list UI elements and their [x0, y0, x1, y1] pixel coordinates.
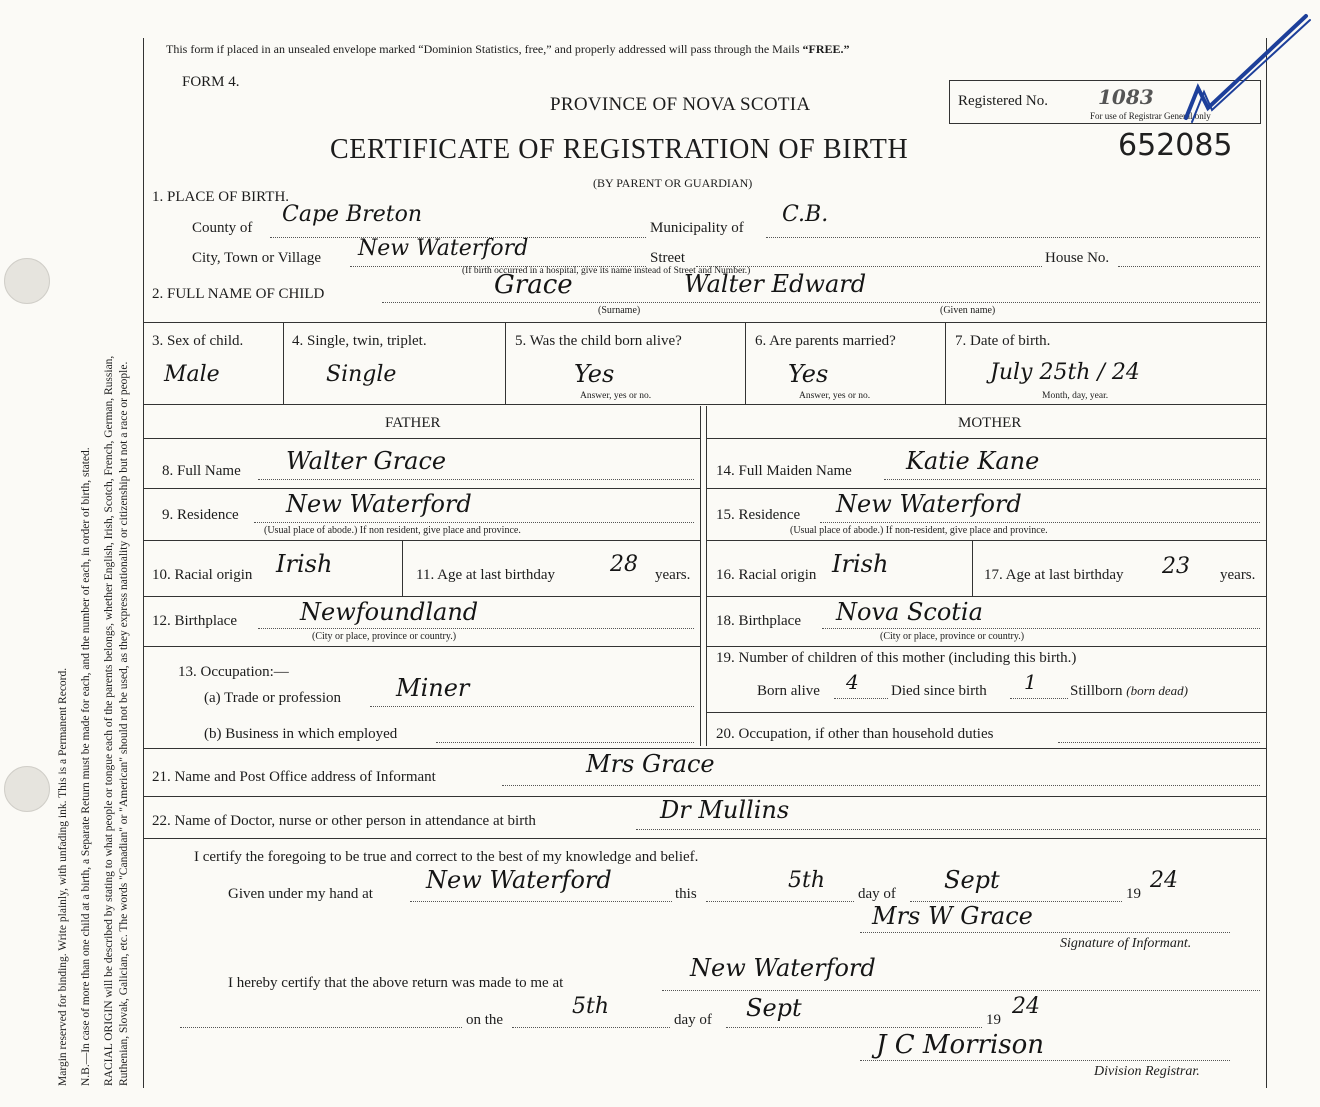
attendant-value: Dr Mullins [660, 796, 790, 824]
mother-name-value: Katie Kane [906, 447, 1040, 475]
dob-value: July 25th / 24 [990, 360, 1140, 385]
father-occupation-label: 13. Occupation:— [178, 664, 289, 680]
father-trade-value: Miner [396, 674, 470, 702]
stamp-number: 652085 [1118, 128, 1233, 163]
registrar-signature: J C Morrison [876, 1030, 1045, 1060]
municipality-value: C.B. [782, 202, 829, 227]
form-number: FORM 4. [182, 74, 240, 90]
mother-children-label: 19. Number of children of this mother (including this birth.) [716, 650, 1077, 666]
binding-hole-top [4, 258, 50, 304]
mother-age-value: 23 [1162, 554, 1190, 579]
certification-day-value: 5th [788, 868, 826, 893]
margin-note-multiple-births: N.B.—In case of more than one child at a birth, a Separate Return must be made for each, and the number of each, in order of birth, stated. [80, 447, 92, 1086]
given-under-hand-label: Given under my hand at [228, 886, 373, 902]
father-racial-label: 10. Racial origin [152, 567, 253, 583]
house-number-label: House No. [1045, 250, 1110, 266]
mother-age-label: 17. Age at last birthday [984, 567, 1124, 583]
mother-heading: MOTHER [958, 415, 1022, 431]
alive-label: 5. Was the child born alive? [515, 333, 682, 349]
form-right-border [1266, 38, 1267, 1088]
registrar-day-value: 5th [572, 994, 610, 1019]
street-label: Street [650, 250, 685, 266]
mother-years-label: years. [1220, 567, 1256, 583]
form-left-border [143, 38, 144, 1088]
child-surname-value: Grace [494, 270, 573, 300]
certificate-subtitle: (BY PARENT OR GUARDIAN) [593, 176, 753, 190]
child-given-value: Walter Edward [684, 270, 867, 298]
margin-note-racial-origin: RACIAL ORIGIN will be described by stating to what people or tongue each of the parents belongs, whether English, Irish, Scotch, French, German, Russian, [103, 355, 115, 1086]
attendant-label: 22. Name of Doctor, nurse or other person in attendance at birth [152, 813, 536, 829]
married-value: Yes [788, 360, 829, 388]
father-age-label: 11. Age at last birthday [416, 567, 555, 583]
registrar-year-prefix: 19 [986, 1012, 1001, 1028]
dob-caption: Month, day, year. [1042, 391, 1109, 401]
stillborn-label: Stillborn (born dead) [1070, 683, 1189, 699]
registered-number-value: 1083 [1098, 85, 1154, 109]
father-name-label: 8. Full Name [162, 463, 241, 479]
on-the-label: on the [466, 1012, 504, 1028]
mother-occupation-label: 20. Occupation, if other than household duties [716, 726, 994, 742]
died-since-birth-label: Died since birth [891, 683, 987, 699]
registrar-place-value: New Waterford [690, 954, 876, 982]
born-alive-value: 4 [846, 670, 859, 694]
city-label: City, Town or Village [192, 250, 322, 266]
blue-check-mark [1178, 10, 1318, 130]
place-of-birth-heading: 1. PLACE OF BIRTH. [152, 189, 290, 205]
registrar-day-of-label: day of [674, 1012, 712, 1028]
mother-birthplace-caption: (City or place, province or country.) [880, 631, 1025, 642]
alive-value: Yes [574, 360, 615, 388]
certification-day-of-label: day of [858, 886, 896, 902]
father-heading: FATHER [385, 415, 441, 431]
binding-hole-bottom [4, 766, 50, 812]
father-years-label: years. [655, 567, 691, 583]
hospital-note: (If birth occurred in a hospital, give its name instead of Street and Number.) [462, 266, 751, 276]
father-name-value: Walter Grace [286, 447, 447, 475]
father-residence-value: New Waterford [286, 490, 472, 518]
mother-residence-caption: (Usual place of abode.) If non-resident, give place and province. [790, 525, 1048, 536]
informant-label: 21. Name and Post Office address of Informant [152, 769, 436, 785]
certification-statement: I certify the foregoing to be true and correct to the best of my knowledge and belief. [194, 849, 699, 865]
certification-year-value: 24 [1150, 868, 1178, 893]
plurality-value: Single [326, 362, 397, 387]
certificate-title: CERTIFICATE OF REGISTRATION OF BIRTH [330, 134, 909, 165]
father-birthplace-label: 12. Birthplace [152, 613, 237, 629]
father-racial-value: Irish [276, 550, 333, 578]
division-registrar-caption: Division Registrar. [1094, 1064, 1200, 1079]
registrar-month-value: Sept [746, 994, 802, 1022]
child-name-label: 2. FULL NAME OF CHILD [152, 286, 325, 302]
postal-notice: This form if placed in an unsealed envelope marked “Dominion Statistics, free,” and properly addressed will pass through the Mails “FREE.” [166, 42, 850, 56]
father-residence-caption: (Usual place of abode.) If non resident, give place and province. [264, 525, 521, 536]
given-place-value: New Waterford [426, 866, 612, 894]
sex-label: 3. Sex of child. [152, 333, 244, 349]
informant-signature-caption: Signature of Informant. [1060, 936, 1192, 951]
father-trade-label: (a) Trade or profession [204, 690, 342, 706]
mother-birthplace-label: 18. Birthplace [716, 613, 801, 629]
born-alive-label: Born alive [757, 683, 820, 699]
dob-label: 7. Date of birth. [955, 333, 1051, 349]
married-label: 6. Are parents married? [755, 333, 896, 349]
registrar-statement: I hereby certify that the above return was made to me at [228, 975, 564, 991]
municipality-label: Municipality of [650, 220, 744, 236]
surname-caption: (Surname) [598, 305, 641, 316]
father-age-value: 28 [610, 552, 638, 577]
county-value: Cape Breton [282, 202, 423, 227]
mother-residence-label: 15. Residence [716, 507, 801, 523]
registrar-year-value: 24 [1012, 994, 1040, 1019]
mother-name-label: 14. Full Maiden Name [716, 463, 852, 479]
father-business-label: (b) Business in which employed [204, 726, 398, 742]
mother-residence-value: New Waterford [836, 490, 1022, 518]
mother-birthplace-value: Nova Scotia [836, 598, 983, 626]
mother-racial-value: Irish [832, 550, 889, 578]
father-birthplace-value: Newfoundland [300, 598, 479, 626]
father-birthplace-caption: (City or place, province or country.) [312, 631, 457, 642]
alive-answer-caption: Answer, yes or no. [580, 391, 652, 401]
mother-racial-label: 16. Racial origin [716, 567, 817, 583]
certification-month-value: Sept [944, 866, 1000, 894]
registrar-note: For use of Registrar General only [1090, 111, 1211, 121]
margin-note-nationality: Ruthenian, Slovak, Galician, etc. The words "Canadian" or "American" should not be used, as they express nationality or citizenship but not a race or people. [118, 361, 130, 1086]
sex-value: Male [164, 362, 220, 387]
informant-signature: Mrs W Grace [872, 902, 1033, 930]
margin-note-binding: Margin reserved for binding. Write plainly, with unfading ink. This is a Permanent Record. [57, 667, 69, 1086]
county-label: County of [192, 220, 253, 236]
this-label: this [675, 886, 697, 902]
informant-value: Mrs Grace [586, 750, 715, 778]
given-name-caption: (Given name) [940, 305, 996, 316]
plurality-label: 4. Single, twin, triplet. [292, 333, 427, 349]
certification-year-prefix: 19 [1126, 886, 1141, 902]
city-value: New Waterford [358, 236, 529, 261]
married-answer-caption: Answer, yes or no. [799, 391, 871, 401]
province-heading: PROVINCE OF NOVA SCOTIA [550, 94, 811, 115]
parents-divider [700, 406, 701, 746]
father-residence-label: 9. Residence [162, 507, 239, 523]
died-since-birth-value: 1 [1024, 670, 1037, 694]
registered-number-label: Registered No. [958, 93, 1048, 109]
